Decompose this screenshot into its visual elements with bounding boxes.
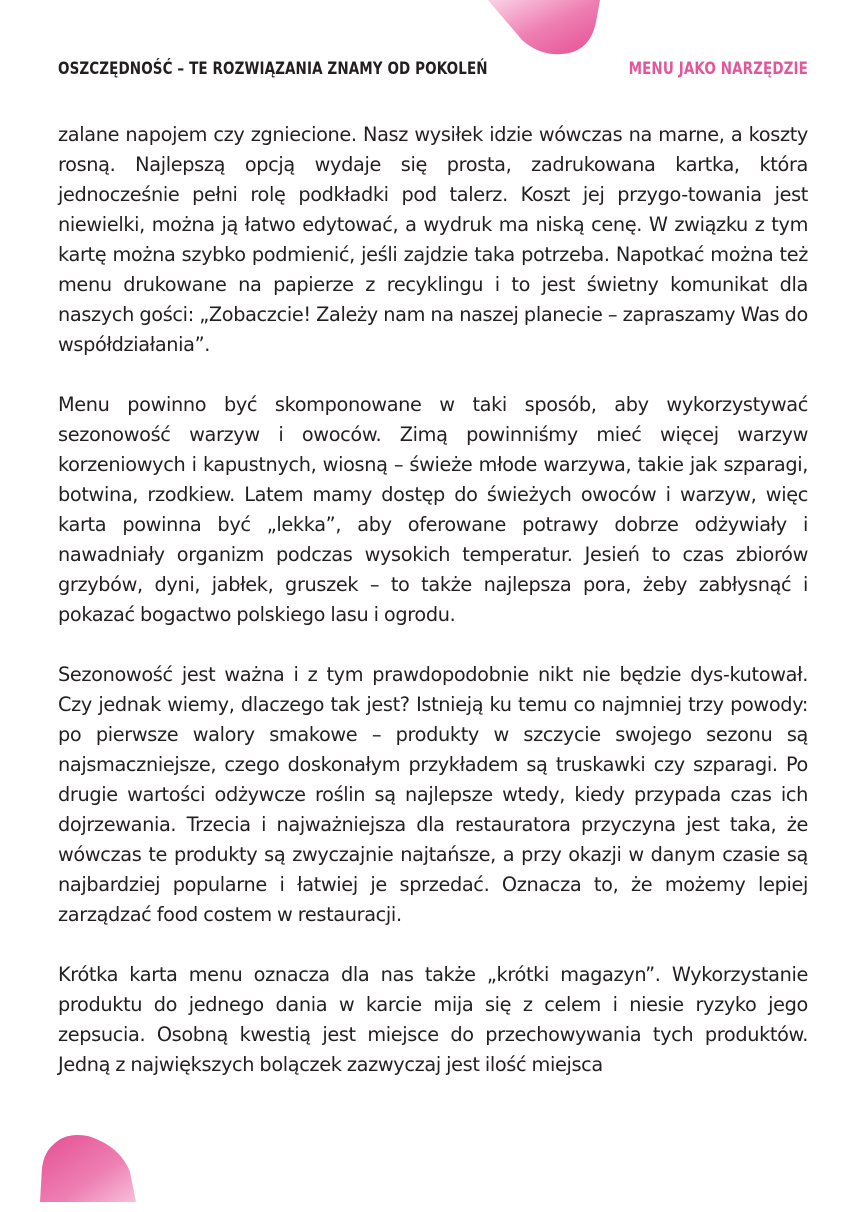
paragraph-2: Menu powinno być skomponowane w taki sposób, aby wykorzystywać sezonowość warzyw i owoców. Zimą powinniśmy mieć więcej warzyw korzeniowych i kapustnych, wiosną – świeże młode warzywa, takie jak szparagi, botwina, rzodkiew. Latem mamy dostęp do świeżych owoców i warzyw, więc karta powinna być „lekka”, aby oferowane potrawy dobrze odżywiały i nawadniały organizm podczas wysokich temperatur. Jesień to czas zbiorów grzybów, dyni, jabłek, gruszek – to także najlepsza pora, żeby zabłysnąć i pokazać bogactwo polskiego lasu i ogrodu.	[58, 393, 808, 626]
paragraph-3: Sezonowość jest ważna i z tym prawdopodobnie nikt nie będzie dys-kutował. Czy jednak wiemy, dlaczego tak jest? Istnieją ku temu co najmniej trzy powody: po pierwsze walory smakowe – produkty w szczycie swojego sezonu są najsmaczniejsze, czego doskonałym przykładem są truskawki czy szparagi. Po drugie wartości odżywcze roślin są najlepsze wtedy, kiedy przypada czas ich dojrzewania. Trzecia i najważniejsza dla restauratora przyczyna jest taka, że wówczas te produkty są zwyczajnie najtańsze, a przy okazji w danym czasie są najbardziej popularne i łatwiej je sprzedać. Oznacza to, że możemy lepiej zarządzać food costem w restauracji.	[58, 663, 808, 926]
paragraph-1: zalane napojem czy zgniecione. Nasz wysiłek idzie wówczas na marne, a koszty rosną. Najlepszą opcją wydaje się prosta, zadrukowana kartka, która jednocześnie pełni rolę podkładki pod talerz. Koszt jej przygo-towania jest niewielki, można ją łatwo edytować, a wydruk ma niską cenę. W związku z tym kartę można szybko podmienić, jeśli zajdzie taka potrzeba. Napotkać można też menu drukowane na papierze z recyklingu i to jest świetny komunikat dla naszych gości: „Zobaczcie! Zależy nam na naszej planecie – zapraszamy Was do współdziałania”.	[58, 123, 808, 356]
body-text	[58, 120, 808, 1110]
chapter-title: OSZCZĘDNOŚĆ – TE ROZWIĄZANIA ZNAMY OD POKOLEŃ	[58, 59, 488, 79]
running-header	[58, 54, 808, 84]
paragraph-4: Krótka karta menu oznacza dla nas także „krótki magazyn”. Wykorzystanie produktu do jednego dania w karcie mija się z celem i niesie ryzyko jego zepsucia. Osobną kwestią jest miejsce do przechowywania tych produktów. Jedną z największych bolączek zazwyczaj jest ilość miejsca	[58, 963, 808, 1076]
pink-blob-top-decoration	[488, 0, 600, 56]
section-title: MENU JAKO NARZĘDZIE	[628, 59, 808, 79]
pink-blob-bottom-decoration	[40, 1132, 136, 1212]
